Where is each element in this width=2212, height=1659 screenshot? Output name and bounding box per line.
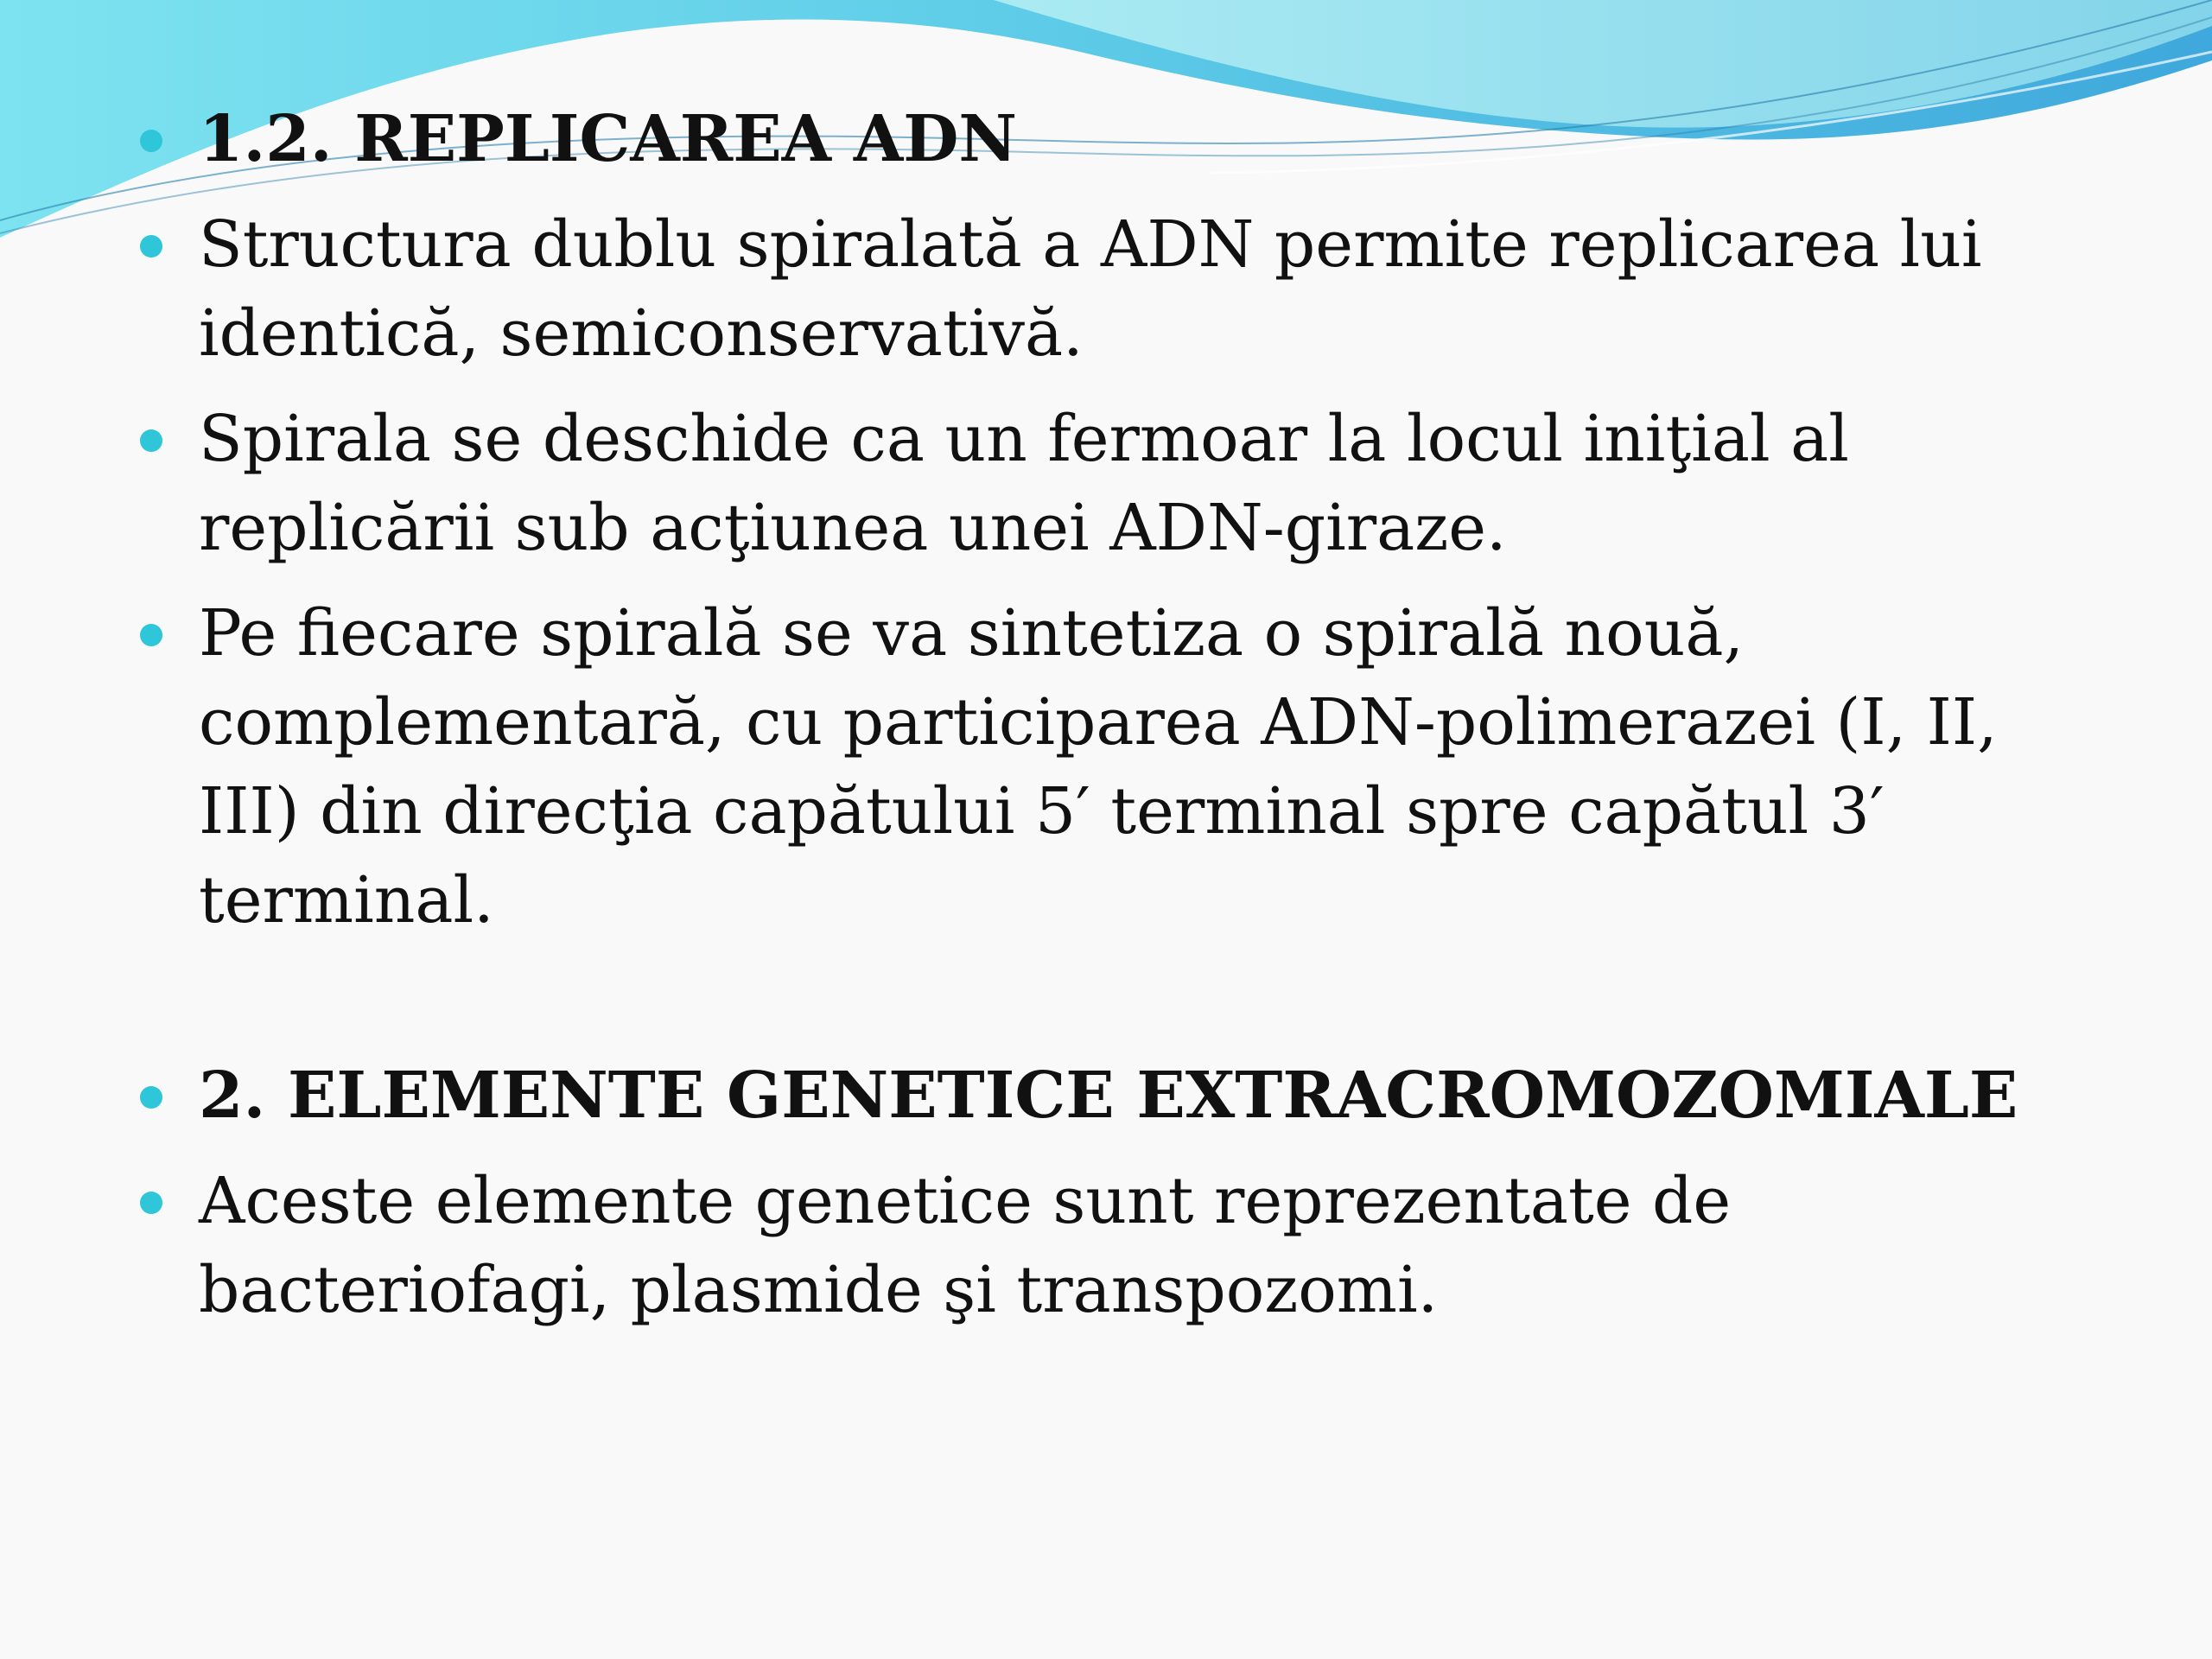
item-text: Structura dublu spiralată a ADN permite replicarea lui identică, semiconservativă. (199, 207, 1982, 371)
bullet-dot (140, 1192, 162, 1214)
item-text: Pe fiecare spirală se va sintetiza o spirală nouă, complementară, cu participarea ADN-polimerazei (I, II, III) din direcţia capătului 5′ terminal spre capătul 3′ terminal. (199, 596, 1998, 938)
item-text: 1.2. REPLICAREA ADN (199, 102, 1018, 176)
heading-elemente-genetice (130, 1052, 2117, 1141)
bullet-list (130, 95, 2117, 1351)
bullet-dot (140, 1086, 162, 1109)
list-item-sinteza (130, 589, 2117, 945)
list-item-structura (130, 200, 2117, 378)
list-item-spirala (130, 395, 2117, 573)
bullet-dot (140, 429, 162, 452)
item-text: 2. ELEMENTE GENETICE EXTRACROMOZOMIALE (199, 1058, 2018, 1133)
bullet-dot (140, 130, 162, 152)
bullet-dot (140, 624, 162, 646)
list-item-elemente (130, 1157, 2117, 1335)
bullet-dot (140, 235, 162, 257)
heading-replicarea-adn (130, 95, 2117, 184)
item-text: Aceste elemente genetice sunt reprezentate de bacteriofagi, plasmide şi transpozomi. (199, 1164, 1732, 1327)
item-text: Spirala se deschide ca un fermoar la locul iniţial al replicării sub acţiunea unei ADN-giraze. (199, 402, 1849, 565)
